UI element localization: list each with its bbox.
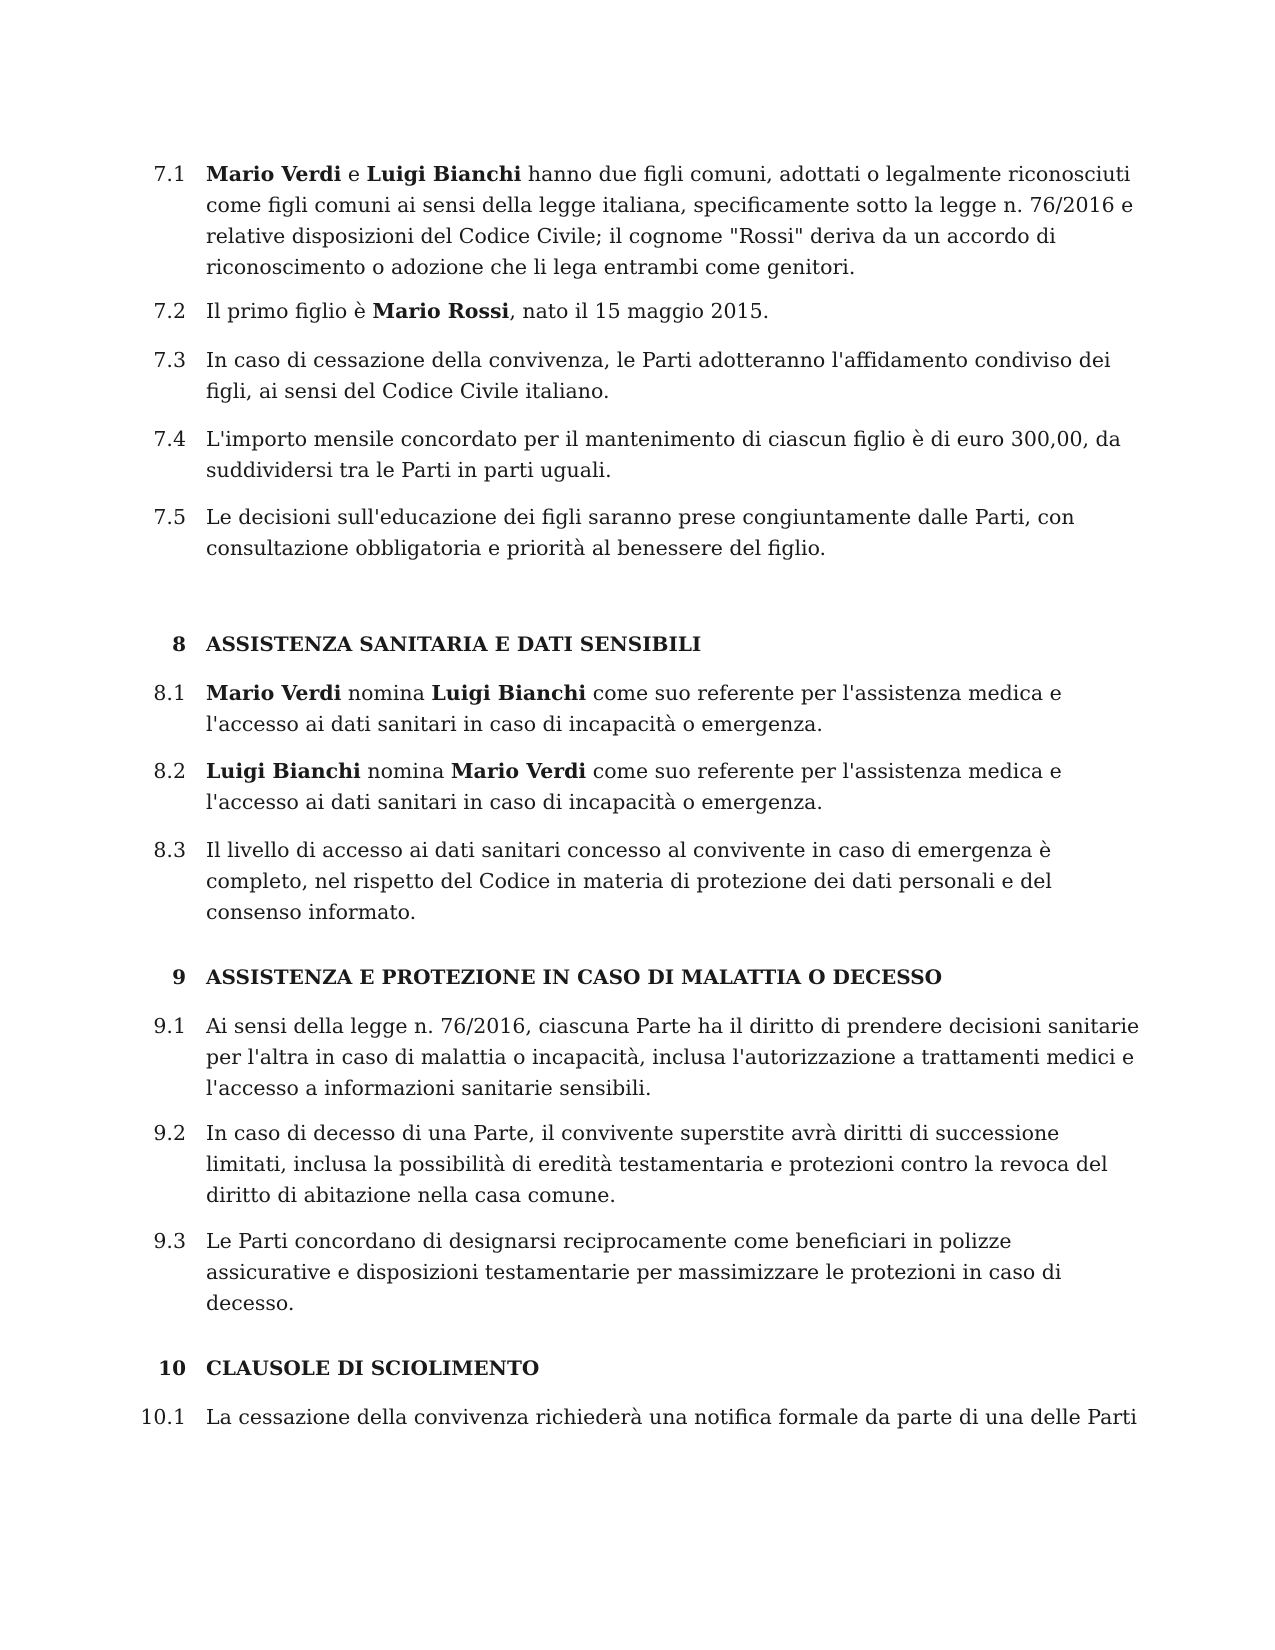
clause-text-fragment: , nato il 15 maggio 2015. [509,299,770,323]
clause-number: 8.1 [153,681,186,705]
clause-number: 7.5 [153,505,186,529]
party-name: Luigi Bianchi [431,681,587,705]
clause-number: 8.2 [153,759,186,783]
clause-7-5 [140,502,1140,564]
section-number: 10 [158,1356,186,1380]
section-heading-10 [140,1353,1140,1384]
clause-text [206,756,1140,818]
clause-text-fragment: nomina [360,759,451,783]
section-heading-9 [140,962,1140,993]
clause-text: La cessazione della convivenza richiederà una notifica formale da parte di una delle Parti [206,1405,1137,1429]
clause-text [206,296,1140,327]
clause-text: In caso di cessazione della convivenza, le Parti adotteranno l'affidamento condiviso dei figli, ai sensi del Codice Civile italiano. [206,348,1111,403]
party-name: Luigi Bianchi [206,759,361,783]
section-heading-8 [140,629,1140,660]
clause-text: Ai sensi della legge n. 76/2016, ciascuna Parte ha il diritto di prendere decisioni sanitarie per l'altra in caso di malattia o incapacità, inclusa l'autorizzazione a trattamenti medici e l'accesso a informazioni sanitarie sensibili. [206,1014,1140,1100]
clause-9-1 [140,1011,1140,1104]
section-title: ASSISTENZA SANITARIA E DATI SENSIBILI [206,632,702,656]
section-number: 8 [172,632,186,656]
clause-number: 7.2 [153,299,186,323]
clause-text [206,678,1140,740]
clause-text: Le decisioni sull'educazione dei figli saranno prese congiuntamente dalle Parti, con consultazione obbligatoria e priorità al benessere del figlio. [206,505,1075,560]
clause-8-3 [140,835,1140,928]
clause-number: 9.1 [153,1014,186,1038]
clause-text [206,159,1140,283]
clause-text-fragment: come suo referente per l'assistenza medica e l'accesso ai dati sanitari in caso di incapacità o emergenza. [206,681,1062,736]
clause-text-fragment: Il primo figlio è [206,299,373,323]
clause-number: 7.3 [153,348,186,372]
party-name: Mario Verdi [450,759,587,783]
clause-text: In caso di decesso di una Parte, il convivente superstite avrà diritti di successione limitati, inclusa la possibilità di eredità testamentaria e protezioni contro la revoca del diritto di abitazione nella casa comune. [206,1121,1108,1207]
clause-text-fragment: come suo referente per l'assistenza medica e l'accesso ai dati sanitari in caso di incapacità o emergenza. [206,759,1062,814]
clause-8-1 [140,678,1140,740]
clause-7-4 [140,424,1140,486]
section-number: 9 [172,965,186,989]
clause-7-1 [140,159,1140,283]
clause-text-fragment: nomina [341,681,432,705]
party-name: Mario Verdi [206,681,342,705]
clause-7-2 [140,296,1140,327]
clause-number: 7.4 [153,427,186,451]
clause-text: Il livello di accesso ai dati sanitari concesso al convivente in caso di emergenza è completo, nel rispetto del Codice in materia di protezione dei dati personali e del consenso informato. [206,838,1052,924]
clause-9-2 [140,1118,1140,1211]
clause-8-2 [140,756,1140,818]
clause-number: 9.2 [153,1121,186,1145]
party-name: Luigi Bianchi [366,162,522,186]
clause-text: Le Parti concordano di designarsi reciprocamente come beneficiari in polizze assicurative e disposizioni testamentarie per massimizzare le protezioni in caso di decesso. [206,1229,1062,1315]
clause-text: L'importo mensile concordato per il mantenimento di ciascun figlio è di euro 300,00, da suddividersi tra le Parti in parti uguali. [206,427,1121,482]
clause-text-fragment: hanno due figli comuni, adottati o legalmente riconosciuti come figli comuni ai sensi della legge italiana, specificamente sotto la legge n. 76/2016 e relative disposizioni del Codice Civile; il cognome "Rossi" deriva da un accordo di riconoscimento o adozione che li lega entrambi come genitori. [206,162,1134,279]
clause-7-3 [140,345,1140,407]
clause-10-1 [140,1402,1140,1433]
clause-number: 8.3 [153,838,186,862]
clause-number: 9.3 [153,1229,186,1253]
clause-9-3 [140,1226,1140,1319]
clause-text-fragment: e [341,162,367,186]
party-name: Mario Verdi [206,162,342,186]
child-name: Mario Rossi [372,299,510,323]
clause-number: 7.1 [153,162,186,186]
clause-number: 10.1 [140,1405,186,1429]
section-title: CLAUSOLE DI SCIOLIMENTO [206,1356,540,1380]
section-title: ASSISTENZA E PROTEZIONE IN CASO DI MALATTIA O DECESSO [206,965,943,989]
